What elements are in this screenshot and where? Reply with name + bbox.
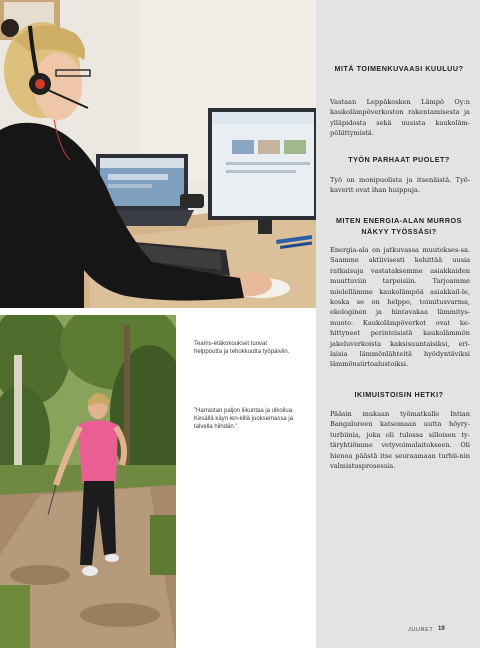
page-number: 19	[438, 626, 445, 632]
question-heading-1: MITÄ TOIMENKUVAASI KUULUU?	[334, 64, 464, 73]
photo-caption-hobby: ”Harrastan paljon liikuntaa ja ulkoilua. Kesällä käyn len-killä juoksemassa ja talvella hiihdän.”	[194, 408, 294, 430]
magazine-name: JUURET	[408, 627, 434, 633]
question-heading-4: IKIMUISTOISIN HETKI?	[354, 390, 444, 399]
office-photo	[0, 0, 316, 308]
answer-text-3: Energia-ala on jatkuvassa muutokses-sa. Saamme aktiivisesti kehittää uusia ratkaisuja vastataksemme asiakkaiden muuttuviin tarpeisiin. Tarjoamme mielellämme kaukolämpöä asiakkail-le, koska se on helppo, toimitusvarma, ekologinen ja hintavakaa lämmitys-muoto. Kaukolämpöverkot ovat ke-hittyneet perinteisistä kaukolämmön jakeluverkoista kaksisuuntaisiksi, eri-laisia lämmönlähteitä hyödyntäviksi lämmönsiirtoalustoiksi.	[330, 246, 470, 369]
question-heading-2: TYÖN PARHAAT PUOLET?	[348, 155, 450, 164]
answer-text-4: Pääsin mukaan työmatkalle Intian Bangaloreen katsomaan uutta höyry-turbiinia, joka oli tulossa silloisen ty-täryhtiömme vetyvoimalaitokseen. Oli hienoa päästä itse seuraamaan turbii-nin valmistusprosessia.	[330, 410, 470, 471]
photo-caption-teams: Teams-etäkokoukset tuovat helppoutta ja tehokkuutta työpäiviin.	[194, 341, 290, 355]
forest-walk-photo	[0, 315, 176, 648]
answer-text-1: Vastaan Leppäkosken Lämpö Oy:n kaukolämpöverkoston rakentamisesta ja ylläpidosta sekä uusista kaukoläm-pöliittymistä.	[330, 98, 470, 138]
answer-text-2: Työ on monipuolista ja itsenäistä. Työ-kaverit ovat ihan huippuja.	[330, 176, 470, 195]
question-heading-3: MITEN ENERGIA-ALAN MURROS NÄKYY TYÖSSÄSI?	[336, 216, 462, 236]
